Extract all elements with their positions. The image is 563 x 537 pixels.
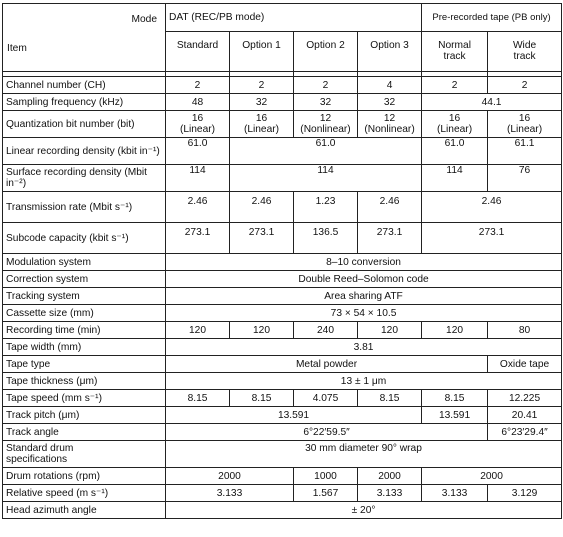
cell-value: 120 (422, 322, 488, 339)
col-header-wide-track: Wide track (488, 32, 562, 72)
row-label: Sampling frequency (kHz) (3, 94, 166, 111)
cell-value: 4.075 (294, 390, 358, 407)
cell-value: 61.0 (422, 138, 488, 165)
col-header-normal-track: Normal track (422, 32, 488, 72)
cell-value: 3.129 (488, 485, 562, 502)
row-correction-system (3, 271, 562, 288)
row-cassette-size (3, 305, 562, 322)
mode-label: Mode (131, 13, 157, 25)
cell-value: 273.1 (166, 223, 230, 254)
cell-value: 2 (166, 77, 230, 94)
cell-value: 114 (422, 165, 488, 192)
row-label: Tape width (mm) (3, 339, 166, 356)
cell-value: 2000 (358, 468, 422, 485)
cell-value: 6°23′29.4″ (488, 424, 562, 441)
row-head-azimuth (3, 502, 562, 519)
cell-value: 16 (Linear) (230, 111, 294, 138)
cell-value: 120 (166, 322, 230, 339)
cell-value: 16 (Linear) (422, 111, 488, 138)
cell-value: 8.15 (358, 390, 422, 407)
dat-spec-table (2, 3, 562, 519)
cell-value: 2.46 (230, 192, 294, 223)
row-label: Linear recording density (kbit in⁻¹) (3, 138, 166, 165)
cell-value: 1.23 (294, 192, 358, 223)
cell-value: 120 (358, 322, 422, 339)
row-label: Head azimuth angle (3, 502, 166, 519)
cell-value: 44.1 (422, 94, 562, 111)
cell-value: 1.567 (294, 485, 358, 502)
cell-value: 13 ± 1 μm (166, 373, 562, 390)
row-tape-speed (3, 390, 562, 407)
cell-value: 76 (488, 165, 562, 192)
cell-value: 12 (Nonlinear) (294, 111, 358, 138)
col-header-option-3: Option 3 (358, 32, 422, 72)
cell-value: 120 (230, 322, 294, 339)
cell-value: 32 (294, 94, 358, 111)
item-label: Item (7, 42, 27, 54)
cell-value: 273.1 (358, 223, 422, 254)
row-recording-time (3, 322, 562, 339)
cell-value: 2 (488, 77, 562, 94)
cell-value: 2000 (422, 468, 562, 485)
row-subcode-capacity (3, 223, 562, 254)
cell-value: 273.1 (230, 223, 294, 254)
cell-value: 3.133 (422, 485, 488, 502)
row-tracking-system (3, 288, 562, 305)
row-label: Tape type (3, 356, 166, 373)
cell-value: Metal powder (166, 356, 488, 373)
cell-value: 2 (422, 77, 488, 94)
cell-value: 13.591 (166, 407, 422, 424)
cell-value: 3.133 (358, 485, 422, 502)
row-modulation-system (3, 254, 562, 271)
cell-value: 3.133 (166, 485, 294, 502)
cell-value: 61.1 (488, 138, 562, 165)
row-label: Correction system (3, 271, 166, 288)
cell-value: 48 (166, 94, 230, 111)
cell-value: 80 (488, 322, 562, 339)
row-label: Channel number (CH) (3, 77, 166, 94)
prerecorded-group-header: Pre-recorded tape (PB only) (422, 4, 562, 32)
cell-value: Oxide tape (488, 356, 562, 373)
cell-value: 73 × 54 × 10.5 (166, 305, 562, 322)
row-tape-type (3, 356, 562, 373)
cell-value: 61.0 (230, 138, 422, 165)
dat-group-header: DAT (REC/PB mode) (166, 4, 422, 32)
cell-value: 20.41 (488, 407, 562, 424)
row-label: Cassette size (mm) (3, 305, 166, 322)
mode-item-header-cell (3, 4, 166, 72)
row-label: Surface recording density (Mbit in⁻²) (3, 165, 166, 192)
row-label: Track angle (3, 424, 166, 441)
cell-value: 4 (358, 77, 422, 94)
row-linear-density (3, 138, 562, 165)
cell-value: 8.15 (166, 390, 230, 407)
col-header-standard: Standard (166, 32, 230, 72)
row-label: Recording time (min) (3, 322, 166, 339)
row-sampling-frequency (3, 94, 562, 111)
cell-value: 2.46 (166, 192, 230, 223)
row-transmission-rate (3, 192, 562, 223)
cell-value: 8.15 (230, 390, 294, 407)
cell-value: 136.5 (294, 223, 358, 254)
cell-value: 8.15 (422, 390, 488, 407)
cell-value: 16 (Linear) (488, 111, 562, 138)
cell-value: 30 mm diameter 90° wrap (166, 441, 562, 468)
row-channel-number (3, 77, 562, 94)
cell-value: 2.46 (422, 192, 562, 223)
cell-value: 12.225 (488, 390, 562, 407)
row-label: Tape thickness (μm) (3, 373, 166, 390)
row-relative-speed (3, 485, 562, 502)
row-label: Modulation system (3, 254, 166, 271)
row-label: Tracking system (3, 288, 166, 305)
cell-value: 114 (230, 165, 422, 192)
row-label: Transmission rate (Mbit s⁻¹) (3, 192, 166, 223)
cell-value: 2.46 (358, 192, 422, 223)
row-quantization-bits (3, 111, 562, 138)
header-row-groups (3, 4, 562, 32)
cell-value: 1000 (294, 468, 358, 485)
cell-value: 273.1 (422, 223, 562, 254)
cell-value: 240 (294, 322, 358, 339)
cell-value: 6°22′59.5″ (166, 424, 488, 441)
row-label: Subcode capacity (kbit s⁻¹) (3, 223, 166, 254)
cell-value: 32 (358, 94, 422, 111)
row-track-pitch (3, 407, 562, 424)
row-surface-density (3, 165, 562, 192)
col-header-option-1: Option 1 (230, 32, 294, 72)
cell-value: 8–10 conversion (166, 254, 562, 271)
row-tape-thickness (3, 373, 562, 390)
cell-value: 16 (Linear) (166, 111, 230, 138)
row-track-angle (3, 424, 562, 441)
cell-value: Area sharing ATF (166, 288, 562, 305)
row-tape-width (3, 339, 562, 356)
cell-value: 13.591 (422, 407, 488, 424)
row-drum-specifications (3, 441, 562, 468)
cell-value: 2000 (166, 468, 294, 485)
row-label: Quantization bit number (bit) (3, 111, 166, 138)
cell-value: ± 20° (166, 502, 562, 519)
cell-value: 2 (294, 77, 358, 94)
row-label: Relative speed (m s⁻¹) (3, 485, 166, 502)
cell-value: Double Reed–Solomon code (166, 271, 562, 288)
cell-value: 12 (Nonlinear) (358, 111, 422, 138)
col-header-option-2: Option 2 (294, 32, 358, 72)
row-label: Tape speed (mm s⁻¹) (3, 390, 166, 407)
cell-value: 3.81 (166, 339, 562, 356)
row-drum-rotations (3, 468, 562, 485)
cell-value: 61.0 (166, 138, 230, 165)
cell-value: 114 (166, 165, 230, 192)
row-label: Standard drum specifications (3, 441, 166, 468)
cell-value: 32 (230, 94, 294, 111)
row-label: Drum rotations (rpm) (3, 468, 166, 485)
row-label: Track pitch (μm) (3, 407, 166, 424)
cell-value: 2 (230, 77, 294, 94)
